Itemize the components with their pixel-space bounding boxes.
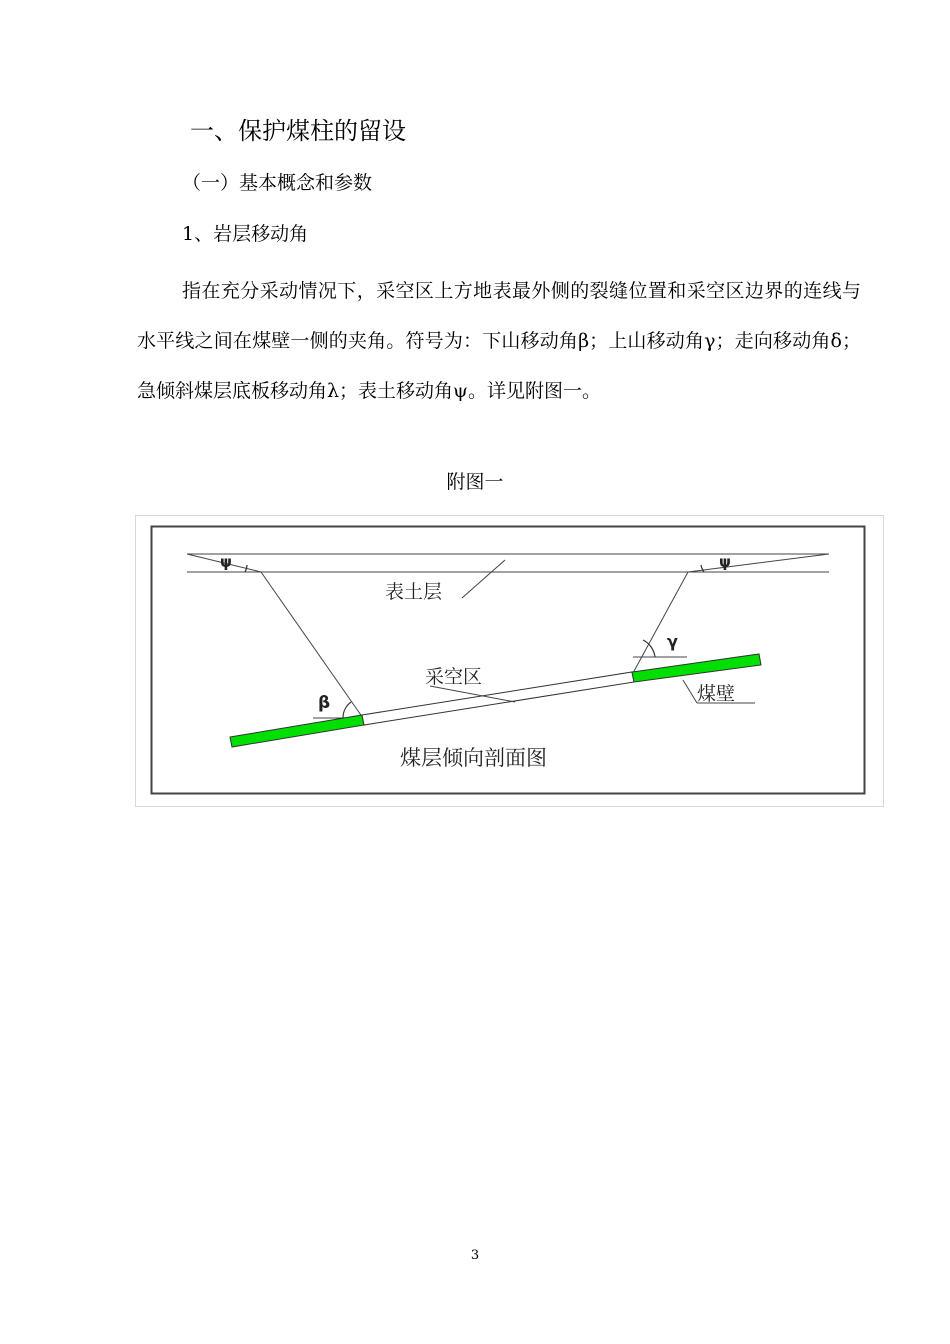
topsoil-label: 表土层 — [385, 581, 443, 603]
figure-caption: 附图一 — [446, 471, 504, 493]
goaf-label: 采空区 — [425, 666, 483, 688]
item-heading: 1、岩层移动角 — [182, 223, 309, 245]
psi-left-label: ψ — [220, 553, 232, 571]
definition-paragraph: 指在充分采动情况下，采空区上方地表最外侧的裂缝位置和采空区边界的连线与水平线之间在煤壁一侧的夹角。符号为：下山移动角β；上山移动角γ；走向移动角δ；急倾斜煤层底板移动角λ；表土移动角ψ。详见附图一。 — [137, 280, 861, 402]
psi-right-label: ψ — [719, 553, 731, 571]
subsection-heading: （一）基本概念和参数 — [182, 172, 373, 194]
diagram-title: 煤层倾向剖面图 — [400, 746, 547, 770]
beta-label: β — [318, 693, 331, 713]
section-heading: 一、保护煤柱的留设 — [190, 117, 406, 145]
figure-diagram — [135, 515, 884, 807]
page-number: 3 — [470, 1248, 480, 1263]
gamma-label: γ — [667, 632, 678, 651]
coal-wall-label: 煤壁 — [697, 683, 736, 705]
